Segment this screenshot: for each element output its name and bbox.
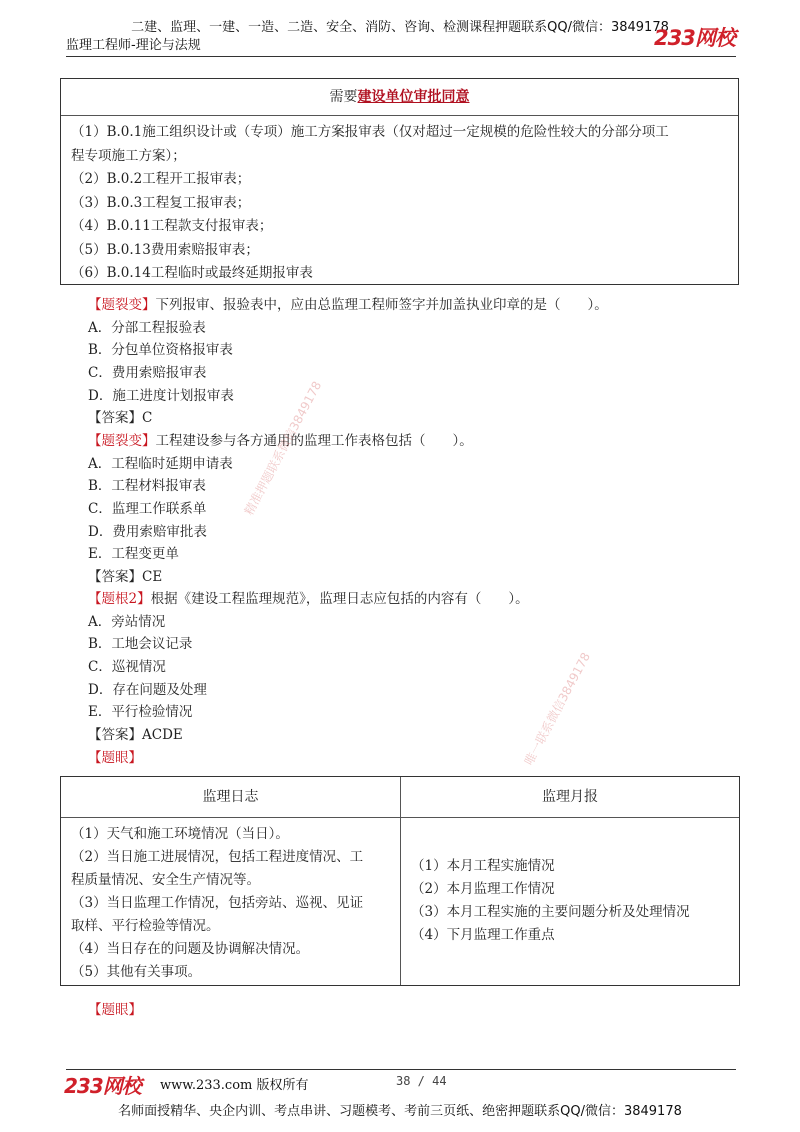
option: C．监理工作联系单	[88, 501, 207, 518]
question-tag: 【题根2】	[88, 591, 151, 607]
option: B．工程材料报审表	[88, 478, 206, 495]
table-cell-line: （2）本月监理工作情况	[411, 881, 555, 897]
page-number: 38 / 44	[396, 1074, 447, 1088]
option: A．旁站情况	[88, 613, 166, 630]
table-cell-line: （4）当日存在的问题及协调解决情况。	[71, 941, 310, 957]
option: B．工地会议记录	[88, 636, 193, 653]
footer-banner-text: 名师面授精华、央企内训、考点串讲、习题模考、考前三页纸、绝密押题联系QQ/微信：3849178	[118, 1104, 682, 1119]
table-cell-line: （3）本月工程实施的主要问题分析及处理情况	[411, 904, 690, 920]
question-3	[88, 588, 738, 770]
watermark: 精准押题联系微信3849178	[241, 378, 325, 518]
answer: 【答案】ACDE	[88, 727, 183, 744]
table-cell-line: （2）当日施工进展情况，包括工程进度情况、工	[71, 849, 364, 865]
tiyan-label-2: 【题眼】	[88, 1002, 142, 1018]
log-contents-cell	[71, 823, 393, 984]
tiyan-label: 【题眼】	[88, 749, 142, 766]
document-subtitle: 监理工程师-理论与法规	[66, 38, 201, 53]
list-item: （2）B.0.2工程开工报审表；	[71, 171, 251, 187]
list-item: （1）B.0.1施工组织设计或（专项）施工方案报审表（仅对超过一定规模的危险性较大的分部分项工	[71, 124, 669, 140]
option: C．巡视情况	[88, 659, 166, 676]
question-stem: 【题裂变】工程建设参与各方通用的监理工作表格包括（ ）。	[88, 433, 473, 449]
option: E．平行检验情况	[88, 704, 193, 721]
question-stem: 【题裂变】下列报审、报验表中，应由总监理工程师签字并加盖执业印章的是（ ）。	[88, 297, 608, 313]
table-cell-line: （5）其他有关事项。	[71, 964, 202, 980]
option: D．存在问题及处理	[88, 681, 207, 698]
option: A．工程临时延期申请表	[88, 455, 233, 472]
monthly-contents-cell	[411, 855, 731, 947]
list-item: 程专项施工方案）；	[71, 147, 186, 164]
answer: 【答案】CE	[88, 569, 163, 586]
question-stem: 【题根2】根据《建设工程监理规范》，监理日志应包括的内容有（ ）。	[88, 591, 529, 607]
question-tag: 【题裂变】	[88, 433, 156, 449]
option: D．施工进度计划报审表	[88, 387, 234, 404]
footer-logo: 233网校	[64, 1074, 141, 1098]
watermark: 唯一联系微信3849178	[521, 650, 594, 768]
table-cell-line: （1）本月工程实施情况	[411, 858, 555, 874]
table-cell-line: （4）下月监理工作重点	[411, 927, 555, 943]
log-vs-monthly-report-table	[60, 776, 740, 986]
table-header-monthly: 监理月报	[542, 789, 598, 805]
question-1	[88, 294, 738, 430]
question-2	[88, 430, 738, 589]
table-cell-line: 程质量情况、安全生产情况等。	[71, 872, 260, 888]
header-banner-text: 二建、监理、一建、一造、二造、安全、消防、咨询、检测课程押题联系QQ/微信：3849178	[131, 20, 669, 35]
list-item: （5）B.0.13费用索赔报审表；	[71, 241, 259, 258]
answer: 【答案】C	[88, 410, 153, 427]
option: B．分包单位资格报审表	[88, 342, 233, 359]
option: C．费用索赔报审表	[88, 365, 207, 382]
approval-box-list	[61, 116, 738, 286]
table-cell-line: （1）天气和施工环境情况（当日）。	[71, 826, 289, 842]
approval-box-highlight: 建设单位审批同意	[357, 89, 470, 105]
site-logo: 233网校	[654, 26, 735, 50]
header-divider	[66, 56, 736, 57]
option: D．费用索赔审批表	[88, 523, 207, 540]
option: E．工程变更单	[88, 546, 179, 563]
approval-required-box	[60, 78, 739, 285]
list-item: （3）B.0.3工程复工报审表；	[71, 194, 251, 211]
list-item: （4）B.0.11工程款支付报审表；	[71, 218, 273, 234]
list-item: （6）B.0.14工程临时或最终延期报审表	[71, 265, 313, 281]
approval-box-title: 需要建设单位审批同意	[61, 79, 738, 116]
footer-copyright: www.233.com 版权所有	[160, 1078, 309, 1093]
question-tag: 【题裂变】	[88, 297, 156, 313]
table-header-log: 监理日志	[202, 789, 259, 805]
footer-divider	[66, 1069, 736, 1070]
table-cell-line: （3）当日监理工作情况，包括旁站、巡视、见证	[71, 895, 364, 911]
option: A．分部工程报验表	[88, 319, 206, 336]
table-cell-line: 取样、平行检验等情况。	[71, 918, 220, 934]
